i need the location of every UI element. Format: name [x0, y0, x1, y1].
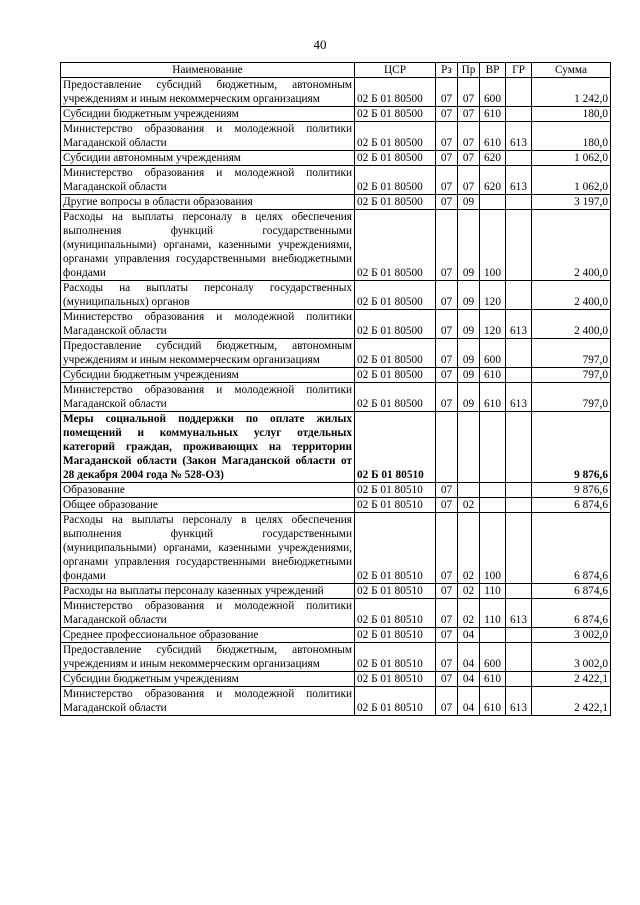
cell-pr: 02 — [458, 599, 480, 628]
cell-gr — [506, 78, 532, 107]
cell-pr: 09 — [458, 368, 480, 383]
cell-name: Министерство образования и молодежной политики Магаданской области — [61, 599, 355, 628]
header-csr: ЦСР — [355, 63, 436, 78]
cell-gr — [506, 281, 532, 310]
cell-rz: 07 — [436, 339, 458, 368]
table-row — [61, 687, 611, 716]
table-row — [61, 166, 611, 195]
table-body — [61, 78, 611, 716]
cell-vr: 610 — [480, 383, 506, 412]
table-row — [61, 643, 611, 672]
cell-vr: 620 — [480, 151, 506, 166]
cell-csr: 02 Б 01 80500 — [355, 310, 436, 339]
cell-name: Предоставление субсидий бюджетным, автономным учреждениям и иным некоммерческим организациям — [61, 78, 355, 107]
table-row — [61, 281, 611, 310]
cell-vr: 110 — [480, 599, 506, 628]
cell-rz: 07 — [436, 628, 458, 643]
cell-sum: 2 400,0 — [532, 310, 611, 339]
cell-name: Министерство образования и молодежной политики Магаданской области — [61, 687, 355, 716]
cell-csr: 02 Б 01 80500 — [355, 107, 436, 122]
cell-vr: 620 — [480, 166, 506, 195]
cell-gr — [506, 628, 532, 643]
cell-rz: 07 — [436, 210, 458, 281]
table-row — [61, 584, 611, 599]
cell-csr: 02 Б 01 80510 — [355, 513, 436, 584]
table-row — [61, 210, 611, 281]
cell-rz: 07 — [436, 498, 458, 513]
cell-csr: 02 Б 01 80500 — [355, 368, 436, 383]
cell-gr — [506, 643, 532, 672]
cell-vr: 120 — [480, 310, 506, 339]
cell-rz: 07 — [436, 383, 458, 412]
cell-pr: 04 — [458, 672, 480, 687]
cell-rz: 07 — [436, 195, 458, 210]
cell-vr — [480, 483, 506, 498]
cell-vr — [480, 498, 506, 513]
cell-rz: 07 — [436, 483, 458, 498]
table-row — [61, 483, 611, 498]
table-row — [61, 513, 611, 584]
cell-vr: 120 — [480, 281, 506, 310]
cell-rz — [436, 412, 458, 483]
cell-rz: 07 — [436, 122, 458, 151]
cell-rz: 07 — [436, 310, 458, 339]
cell-name: Субсидии бюджетным учреждениям — [61, 107, 355, 122]
cell-gr — [506, 513, 532, 584]
cell-sum: 797,0 — [532, 383, 611, 412]
cell-sum: 3 002,0 — [532, 643, 611, 672]
cell-csr: 02 Б 01 80500 — [355, 122, 436, 151]
cell-pr: 02 — [458, 513, 480, 584]
table-row — [61, 498, 611, 513]
table-row — [61, 310, 611, 339]
cell-gr: 613 — [506, 166, 532, 195]
cell-rz: 07 — [436, 166, 458, 195]
cell-vr: 610 — [480, 107, 506, 122]
cell-sum: 3 197,0 — [532, 195, 611, 210]
cell-pr: 07 — [458, 166, 480, 195]
cell-rz: 07 — [436, 107, 458, 122]
cell-csr: 02 Б 01 80500 — [355, 195, 436, 210]
cell-name: Министерство образования и молодежной политики Магаданской области — [61, 310, 355, 339]
table-row — [61, 339, 611, 368]
cell-pr: 09 — [458, 195, 480, 210]
cell-pr: 04 — [458, 628, 480, 643]
header-name: Наименование — [61, 63, 355, 78]
cell-name: Министерство образования и молодежной политики Магаданской области — [61, 166, 355, 195]
cell-name: Субсидии автономным учреждениям — [61, 151, 355, 166]
cell-gr — [506, 210, 532, 281]
cell-gr — [506, 498, 532, 513]
cell-sum: 1 062,0 — [532, 151, 611, 166]
cell-sum: 2 422,1 — [532, 672, 611, 687]
cell-name: Расходы на выплаты персоналу в целях обеспечения выполнения функций государственными (муниципальными) органами, казенными учреждениями, органами управления государственными внебюджетными фондами — [61, 513, 355, 584]
cell-name: Расходы на выплаты персоналу государственных (муниципальных) органов — [61, 281, 355, 310]
cell-rz: 07 — [436, 599, 458, 628]
cell-sum: 180,0 — [532, 107, 611, 122]
cell-vr: 610 — [480, 687, 506, 716]
cell-sum: 797,0 — [532, 368, 611, 383]
cell-csr: 02 Б 01 80510 — [355, 628, 436, 643]
page-number: 40 — [313, 37, 327, 52]
cell-gr: 613 — [506, 383, 532, 412]
cell-sum: 180,0 — [532, 122, 611, 151]
cell-sum: 2 400,0 — [532, 281, 611, 310]
cell-name: Предоставление субсидий бюджетным, автономным учреждениям и иным некоммерческим организациям — [61, 643, 355, 672]
cell-pr — [458, 412, 480, 483]
cell-name: Министерство образования и молодежной политики Магаданской области — [61, 383, 355, 412]
cell-gr: 613 — [506, 687, 532, 716]
cell-name: Субсидии бюджетным учреждениям — [61, 672, 355, 687]
cell-csr: 02 Б 01 80510 — [355, 412, 436, 483]
cell-vr: 600 — [480, 643, 506, 672]
cell-csr: 02 Б 01 80500 — [355, 281, 436, 310]
cell-name: Образование — [61, 483, 355, 498]
header-gr: ГР — [506, 63, 532, 78]
cell-csr: 02 Б 01 80510 — [355, 584, 436, 599]
cell-gr — [506, 151, 532, 166]
cell-pr: 04 — [458, 643, 480, 672]
header-sum: Сумма — [532, 63, 611, 78]
cell-gr — [506, 412, 532, 483]
cell-vr: 100 — [480, 210, 506, 281]
cell-sum: 3 002,0 — [532, 628, 611, 643]
cell-csr: 02 Б 01 80500 — [355, 151, 436, 166]
cell-sum: 2 422,1 — [532, 687, 611, 716]
cell-csr: 02 Б 01 80510 — [355, 483, 436, 498]
cell-rz: 07 — [436, 368, 458, 383]
cell-vr: 100 — [480, 513, 506, 584]
header-rz: Рз — [436, 63, 458, 78]
cell-pr: 09 — [458, 383, 480, 412]
cell-pr: 07 — [458, 78, 480, 107]
cell-vr — [480, 628, 506, 643]
cell-gr: 613 — [506, 310, 532, 339]
cell-rz: 07 — [436, 513, 458, 584]
cell-rz: 07 — [436, 584, 458, 599]
cell-gr — [506, 368, 532, 383]
cell-sum: 1 062,0 — [532, 166, 611, 195]
cell-gr — [506, 584, 532, 599]
cell-name: Общее образование — [61, 498, 355, 513]
cell-name: Меры социальной поддержки по оплате жилых помещений и коммунальных услуг отдельных категорий граждан, проживающих на территории Магаданской области (Закон Магаданской области от 28 декабря 2004 года № 528-ОЗ) — [61, 412, 355, 483]
table-row — [61, 383, 611, 412]
cell-rz: 07 — [436, 672, 458, 687]
table-row — [61, 412, 611, 483]
cell-gr — [506, 339, 532, 368]
cell-rz: 07 — [436, 687, 458, 716]
cell-name: Среднее профессиональное образование — [61, 628, 355, 643]
cell-csr: 02 Б 01 80500 — [355, 78, 436, 107]
cell-gr: 613 — [506, 122, 532, 151]
table-row — [61, 672, 611, 687]
cell-vr: 610 — [480, 122, 506, 151]
header-vr: ВР — [480, 63, 506, 78]
cell-gr — [506, 672, 532, 687]
cell-vr — [480, 195, 506, 210]
cell-name: Министерство образования и молодежной политики Магаданской области — [61, 122, 355, 151]
cell-name: Расходы на выплаты персоналу казенных учреждений — [61, 584, 355, 599]
cell-sum: 6 874,6 — [532, 513, 611, 584]
cell-pr: 02 — [458, 584, 480, 599]
cell-pr: 07 — [458, 122, 480, 151]
cell-pr: 07 — [458, 151, 480, 166]
cell-gr — [506, 483, 532, 498]
cell-csr: 02 Б 01 80510 — [355, 498, 436, 513]
cell-rz: 07 — [436, 643, 458, 672]
header-pr: Пр — [458, 63, 480, 78]
table-row — [61, 599, 611, 628]
cell-rz: 07 — [436, 78, 458, 107]
cell-vr: 600 — [480, 78, 506, 107]
table-row — [61, 78, 611, 107]
cell-pr: 09 — [458, 339, 480, 368]
table-header-row — [61, 63, 611, 78]
cell-pr: 07 — [458, 107, 480, 122]
cell-pr: 09 — [458, 310, 480, 339]
table-row — [61, 107, 611, 122]
cell-pr: 09 — [458, 281, 480, 310]
cell-name: Субсидии бюджетным учреждениям — [61, 368, 355, 383]
cell-rz: 07 — [436, 151, 458, 166]
cell-csr: 02 Б 01 80510 — [355, 643, 436, 672]
cell-csr: 02 Б 01 80510 — [355, 599, 436, 628]
cell-name: Расходы на выплаты персоналу в целях обеспечения выполнения функций государственными (муниципальными) органами, казенными учреждениями, органами управления государственными внебюджетными фондами — [61, 210, 355, 281]
cell-vr: 600 — [480, 339, 506, 368]
cell-vr: 610 — [480, 672, 506, 687]
cell-csr: 02 Б 01 80500 — [355, 210, 436, 281]
cell-gr — [506, 107, 532, 122]
budget-table — [60, 62, 611, 716]
cell-pr: 04 — [458, 687, 480, 716]
cell-pr — [458, 483, 480, 498]
cell-pr: 09 — [458, 210, 480, 281]
cell-sum: 6 874,6 — [532, 584, 611, 599]
cell-vr: 110 — [480, 584, 506, 599]
cell-sum: 2 400,0 — [532, 210, 611, 281]
cell-name: Предоставление субсидий бюджетным, автономным учреждениям и иным некоммерческим организациям — [61, 339, 355, 368]
table-row — [61, 151, 611, 166]
cell-sum: 1 242,0 — [532, 78, 611, 107]
cell-sum: 797,0 — [532, 339, 611, 368]
cell-csr: 02 Б 01 80500 — [355, 166, 436, 195]
table-row — [61, 122, 611, 151]
cell-pr: 02 — [458, 498, 480, 513]
table-row — [61, 195, 611, 210]
cell-csr: 02 Б 01 80510 — [355, 687, 436, 716]
cell-name: Другие вопросы в области образования — [61, 195, 355, 210]
table-row — [61, 628, 611, 643]
cell-gr — [506, 195, 532, 210]
cell-csr: 02 Б 01 80500 — [355, 383, 436, 412]
cell-sum: 6 874,6 — [532, 599, 611, 628]
cell-vr — [480, 412, 506, 483]
cell-sum: 9 876,6 — [532, 412, 611, 483]
cell-vr: 610 — [480, 368, 506, 383]
cell-rz: 07 — [436, 281, 458, 310]
cell-csr: 02 Б 01 80500 — [355, 339, 436, 368]
table-row — [61, 368, 611, 383]
cell-csr: 02 Б 01 80510 — [355, 672, 436, 687]
cell-sum: 9 876,6 — [532, 483, 611, 498]
cell-gr: 613 — [506, 599, 532, 628]
cell-sum: 6 874,6 — [532, 498, 611, 513]
